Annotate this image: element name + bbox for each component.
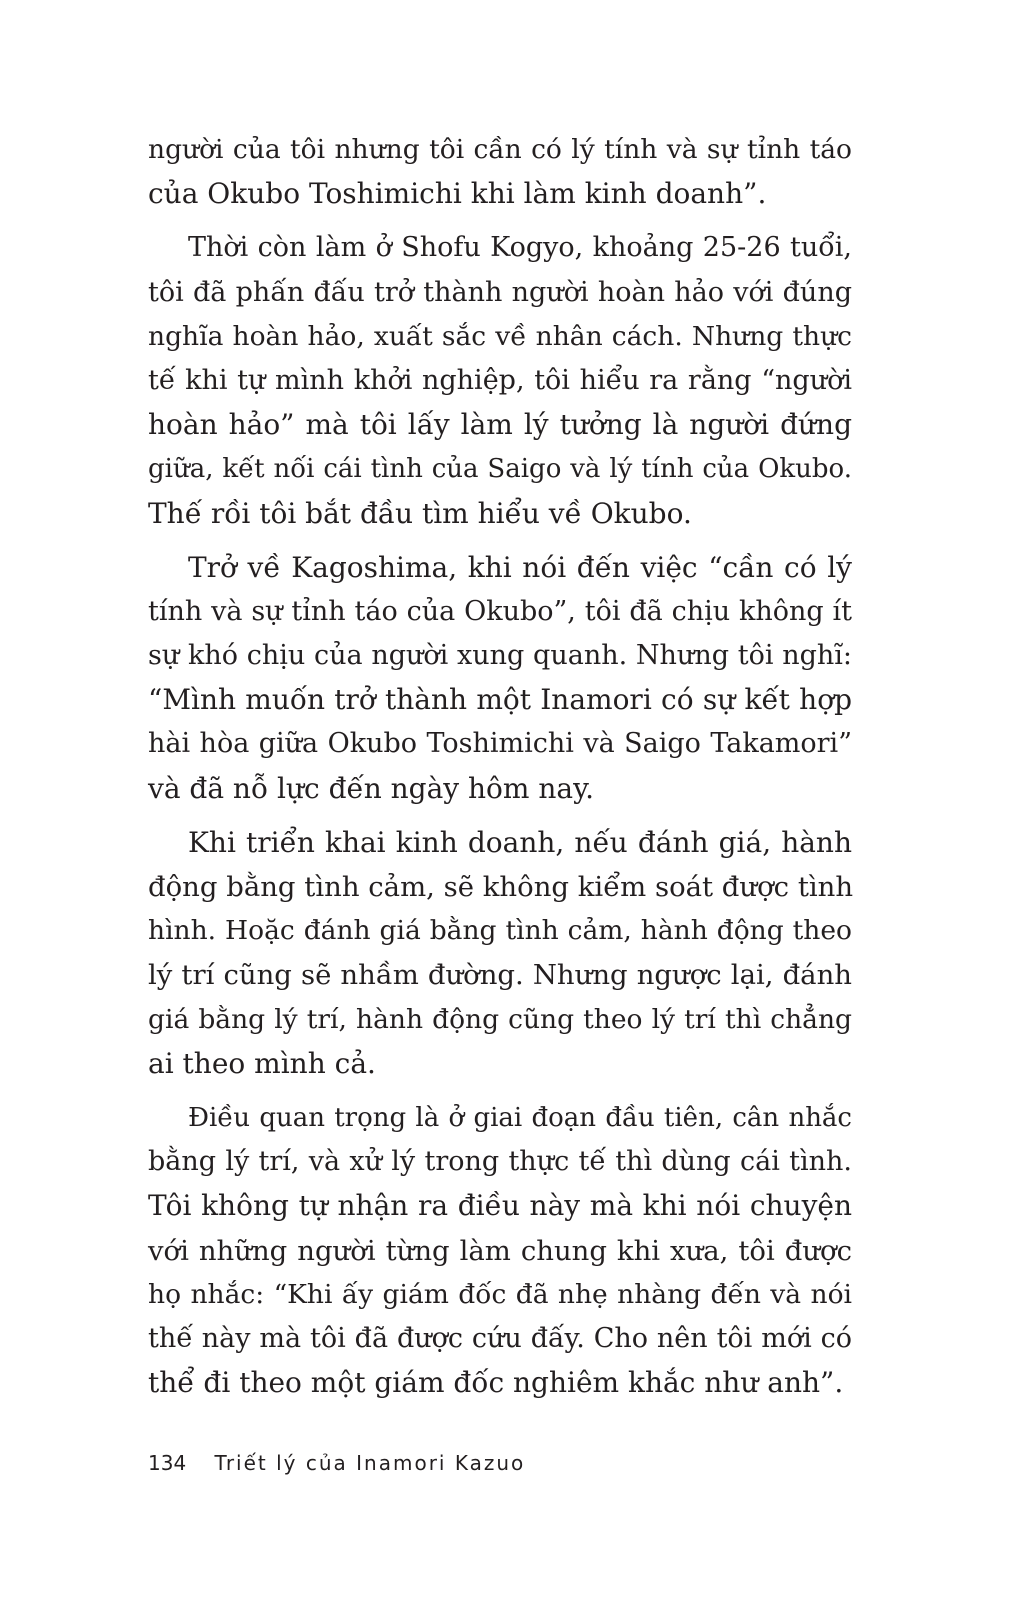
text-line: bằng lý trí, và xử lý trong thực tế thì dùng cái tình. <box>148 1146 852 1178</box>
text-line: hoàn hảo” mà tôi lấy làm lý tưởng là người đứng <box>148 408 852 442</box>
text-line: Trở về Kagoshima, khi nói đến việc “cần có lý <box>188 550 852 584</box>
text-line: hình. Hoặc đánh giá bằng tình cảm, hành động theo <box>148 915 852 947</box>
text-line: tế khi tự mình khởi nghiệp, tôi hiểu ra rằng “người <box>148 364 852 396</box>
text-line: “Mình muốn trở thành một Inamori có sự kết hợp <box>148 683 852 717</box>
page-number: 134 <box>148 1451 187 1475</box>
paragraph-2 <box>148 226 852 535</box>
text-line: Thế rồi tôi bắt đầu tìm hiểu về Okubo. <box>148 496 692 530</box>
page-footer <box>148 1449 525 1477</box>
paragraph-3 <box>148 546 852 811</box>
text-line: thể đi theo một giám đốc nghiêm khắc như anh”. <box>148 1366 844 1400</box>
text-line: Điều quan trọng là ở giai đoạn đầu tiên, cân nhắc <box>188 1102 852 1133</box>
text-line: Thời còn làm ở Shofu Kogyo, khoảng 25-26 tuổi, <box>188 232 852 264</box>
paragraph-4 <box>148 821 852 1086</box>
text-line: nghĩa hoàn hảo, xuất sắc về nhân cách. Nhưng thực <box>148 320 852 352</box>
text-line: tính và sự tỉnh táo của Okubo”, tôi đã chịu không ít <box>148 595 852 627</box>
text-line: Tôi không tự nhận ra điều này mà khi nói chuyện <box>148 1189 852 1223</box>
text-line: lý trí cũng sẽ nhầm đường. Nhưng ngược lại, đánh <box>148 959 852 992</box>
text-line: tôi đã phấn đấu trở thành người hoàn hảo với đúng <box>148 276 852 308</box>
text-line: giữa, kết nối cái tình của Saigo và lý tính của Okubo. <box>148 454 852 485</box>
text-line: của Okubo Toshimichi khi làm kinh doanh”. <box>148 177 767 211</box>
text-line: và đã nỗ lực đến ngày hôm nay. <box>148 771 595 805</box>
text-line: họ nhắc: “Khi ấy giám đốc đã nhẹ nhàng đến và nói <box>148 1278 852 1310</box>
text-line: người của tôi nhưng tôi cần có lý tính và sự tỉnh táo <box>148 134 852 165</box>
running-title: Triết lý của Inamori Kazuo <box>214 1451 526 1475</box>
text-line: hài hòa giữa Okubo Toshimichi và Saigo Takamori” <box>148 728 852 760</box>
text-line: với những người từng làm chung khi xưa, tôi được <box>148 1234 852 1267</box>
text-line: thế này mà tôi đã được cứu đấy. Cho nên tôi mới có <box>148 1322 852 1354</box>
paragraph-1 <box>148 128 852 216</box>
text-line: sự khó chịu của người xung quanh. Nhưng tôi nghĩ: <box>148 640 852 672</box>
text-line: động bằng tình cảm, sẽ không kiểm soát được tình <box>148 871 854 903</box>
paragraph-5 <box>148 1096 852 1405</box>
text-line: Khi triển khai kinh doanh, nếu đánh giá, hành <box>188 825 852 859</box>
text-line: ai theo mình cả. <box>148 1046 376 1080</box>
body-text <box>148 128 852 1405</box>
text-line: giá bằng lý trí, hành động cũng theo lý trí thì chẳng <box>148 1003 852 1035</box>
